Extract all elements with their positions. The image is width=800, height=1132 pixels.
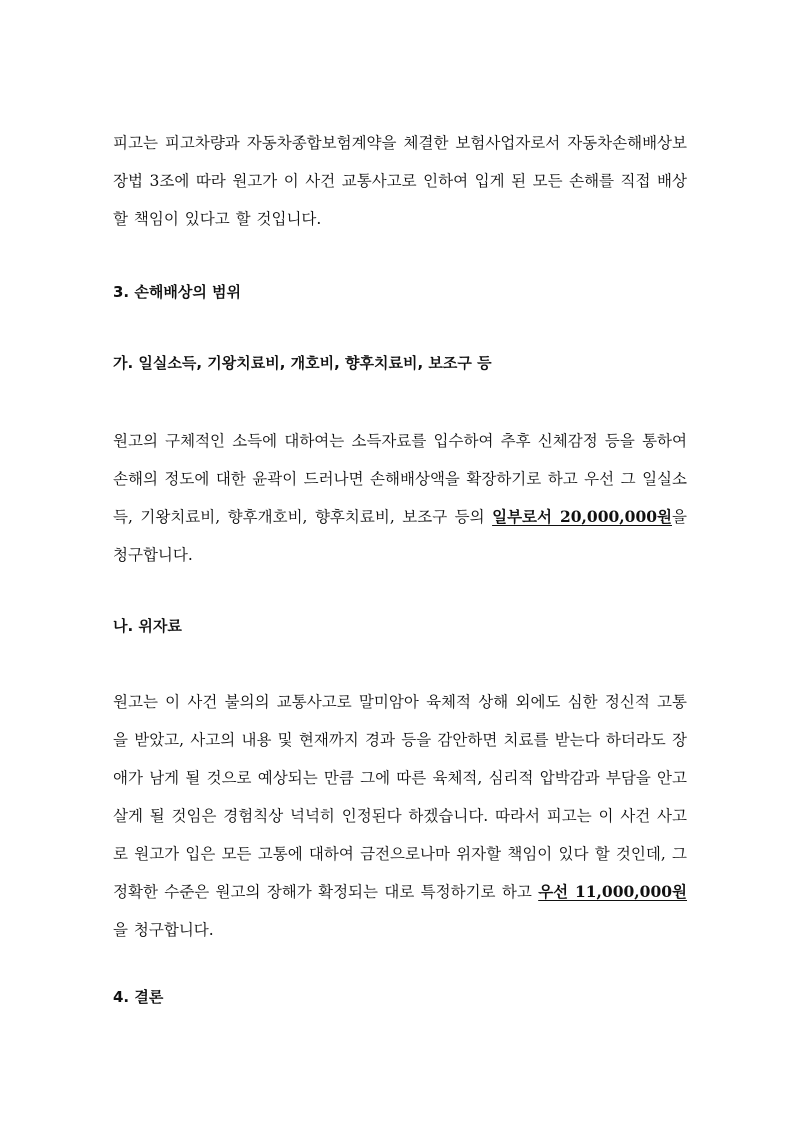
subsection-na-heading: 나. 위자료 bbox=[113, 617, 182, 635]
section-3-heading: 3. 손해배상의 범위 bbox=[113, 283, 242, 301]
lost-income-text: 원고의 구체적인 소득에 대하여는 소득자료를 입수하여 추후 신체감정 등을 통하여 손해의 정도에 대한 윤곽이 드러나면 손해배상액을 확장하기로 하고 우선 그 일실소득, 기왕치료비, 향후개호비, 향후치료비, 보조구 등의 bbox=[113, 432, 687, 526]
lost-income-claim-amount: 일부로서 20,000,000원 bbox=[492, 507, 672, 526]
liability-paragraph: 피고는 피고차량과 자동차종합보험계약을 체결한 보험사업자로서 자동차손해배상보장법 3조에 따라 원고가 이 사건 교통사고로 인하여 입게 된 모든 손해를 직접 배상할 책임이 있다고 할 것입니다. bbox=[113, 134, 687, 228]
subsection-ga-heading: 가. 일실소득, 기왕치료비, 개호비, 향후치료비, 보조구 등 bbox=[113, 354, 492, 372]
section-4-heading: 4. 결론 bbox=[113, 988, 164, 1006]
consolation-text: 원고는 이 사건 불의의 교통사고로 말미암아 육체적 상해 외에도 심한 정신적 고통을 받았고, 사고의 내용 및 현재까지 경과 등을 감안하면 치료를 받는다 하더라도 장애가 남게 될 것으로 예상되는 만큼 그에 따른 육체적, 심리적 압박감과 부담을 안고 살게 될 것임은 경험칙상 넉넉히 인정된다 하겠습니다. 따라서 피고는 이 사건 사고로 원고가 입은 모든 고통에 대하여 금전으로나마 위자할 책임이 있다 할 것인데, 그 정확한 수준은 원고의 장해가 확정되는 대로 특정하기로 하고 bbox=[113, 693, 687, 901]
lost-income-paragraph bbox=[113, 422, 687, 574]
consolation-paragraph bbox=[113, 683, 687, 949]
consolation-text-end: 을 청구합니다. bbox=[113, 921, 214, 939]
lost-income-text-end: 을 청구합니다. bbox=[113, 508, 687, 564]
consolation-claim-amount: 우선 11,000,000원 bbox=[538, 882, 688, 901]
